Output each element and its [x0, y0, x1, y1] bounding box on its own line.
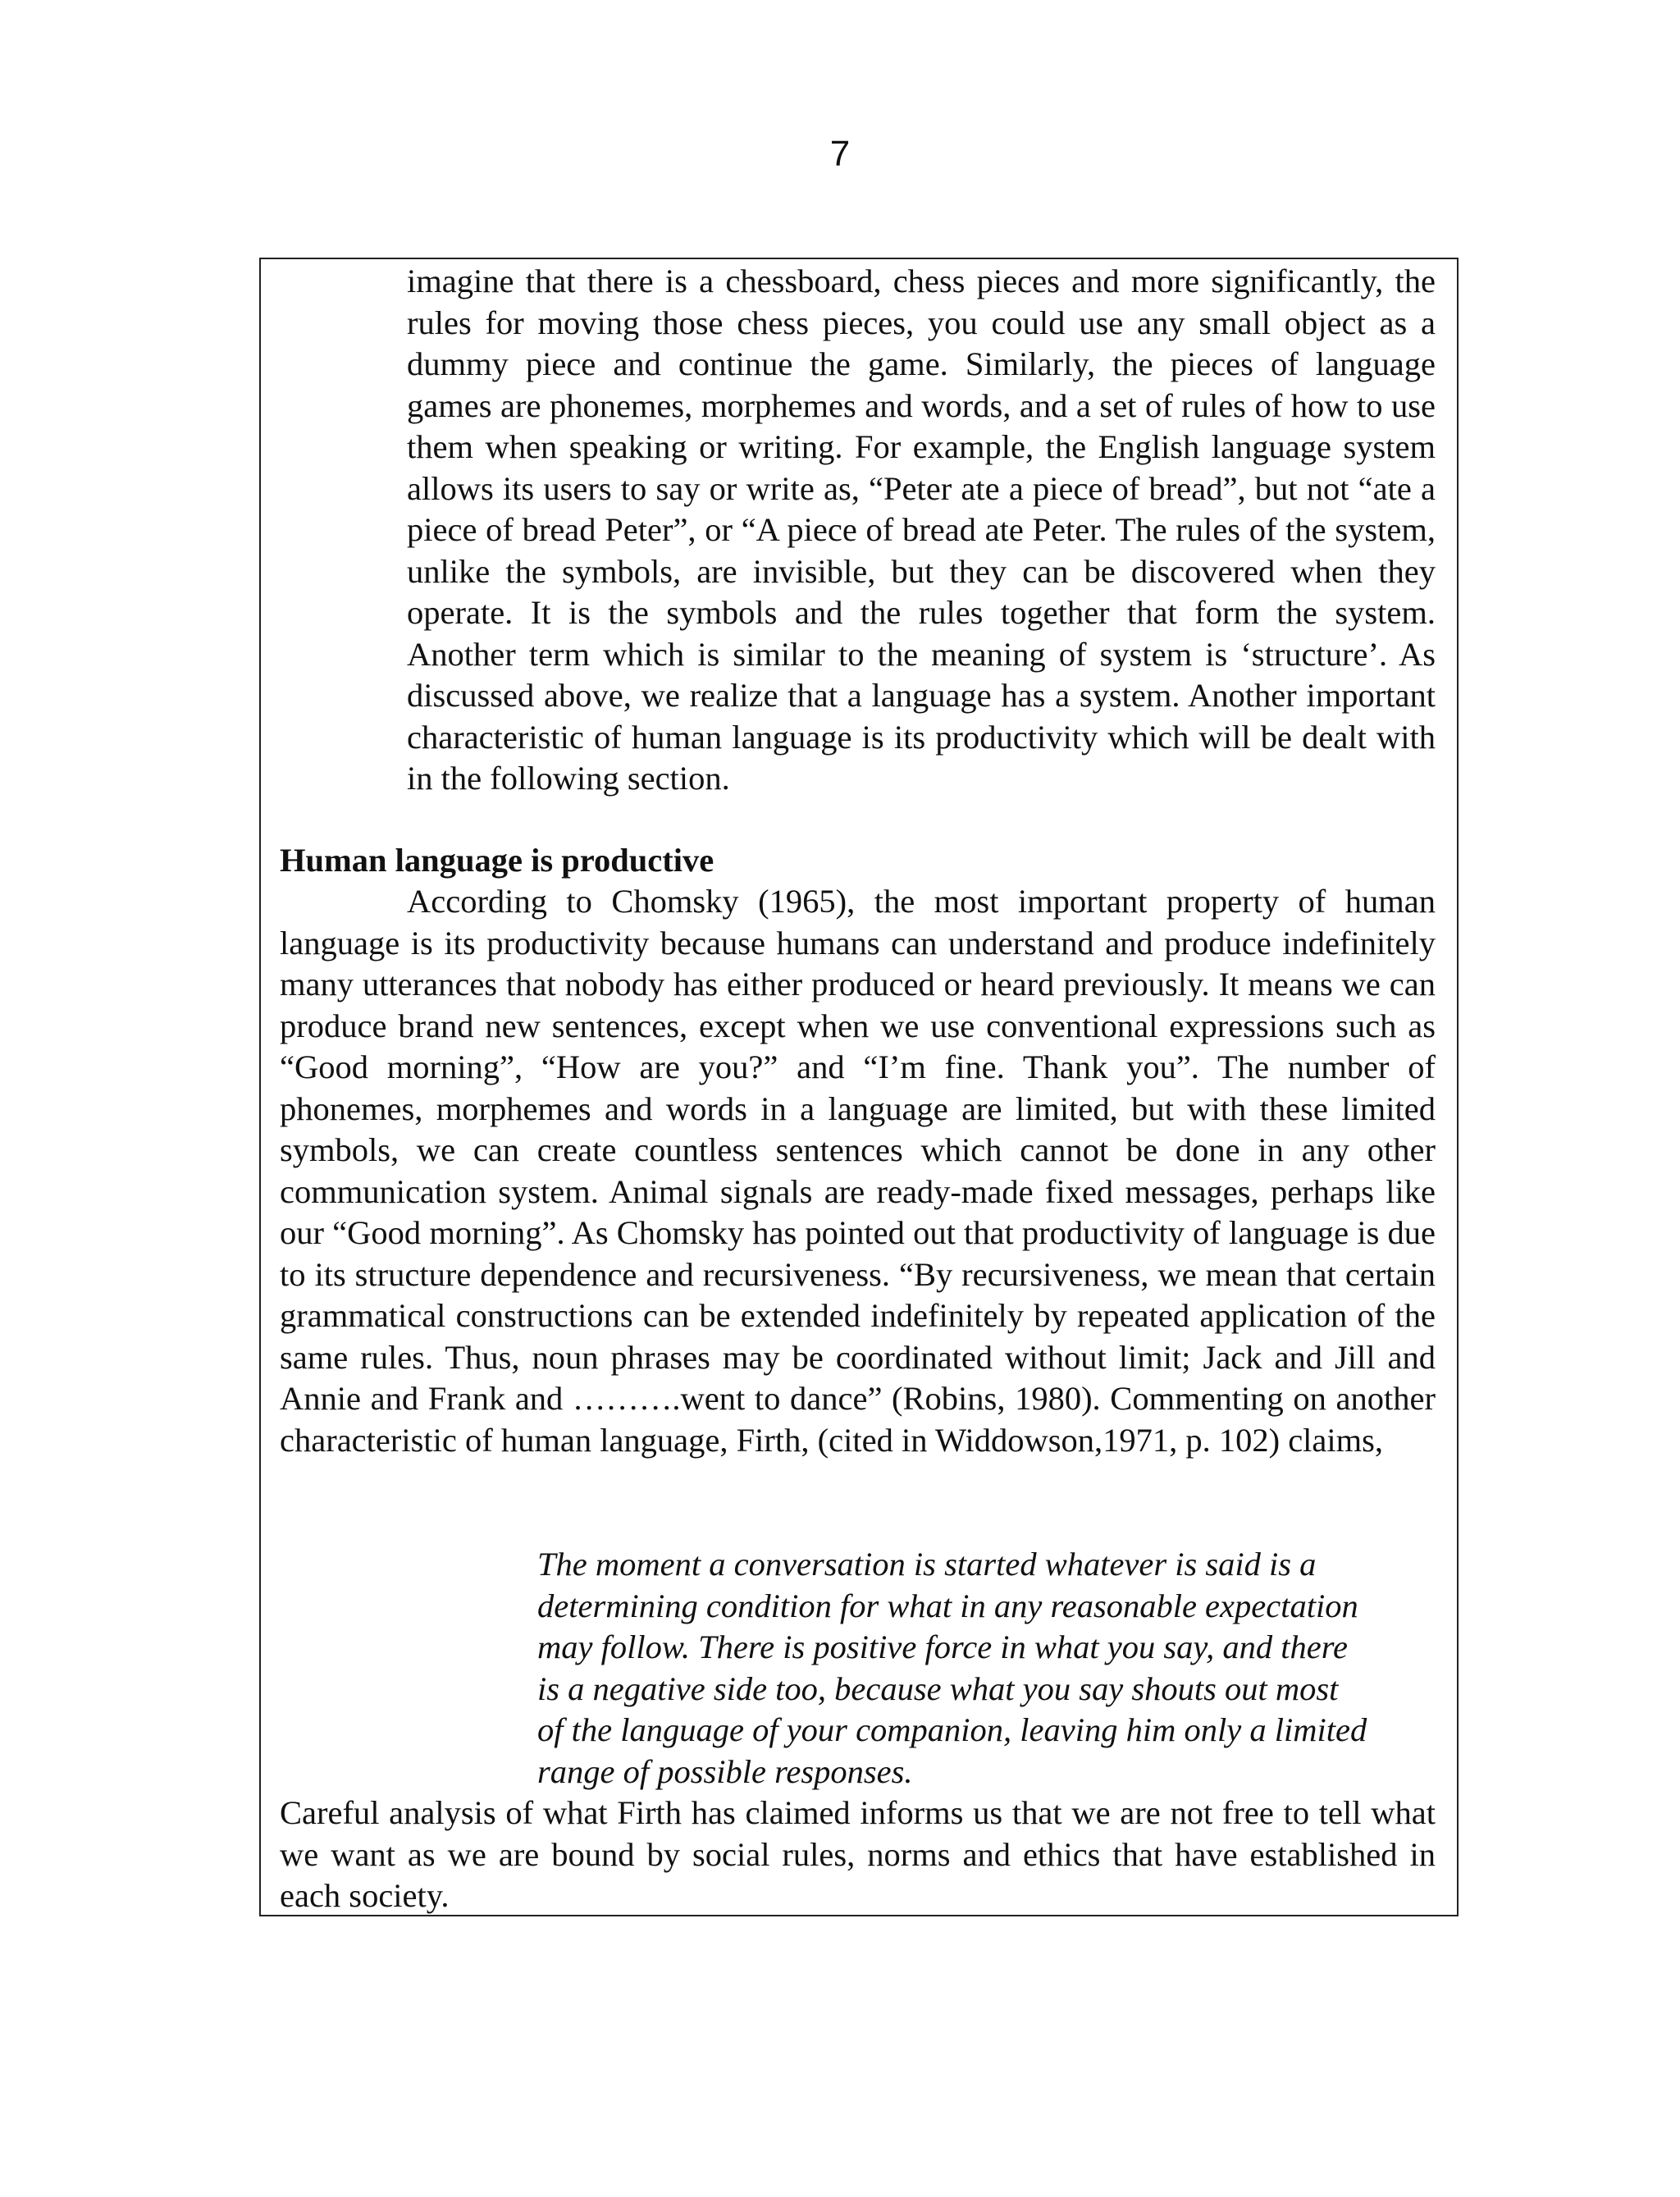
conclusion-paragraph: Careful analysis of what Firth has claimed informs us that we are not free to tell what we want as we are bound by social rules, norms and ethics that have established in each society.: [280, 1794, 1436, 1914]
section-heading: Human language is productive: [280, 842, 714, 879]
continuation-paragraph: imagine that there is a chessboard, chess pieces and more significantly, the rules for moving those chess pieces, you could use any small object as a dummy piece and continue the game. Similarly, the pieces of language games are phonemes, morphemes and words, and a set of rules of how to use them when speaking or writing. For example, the English language system allows its users to say or write as, “Peter ate a piece of bread”, but not “ate a piece of bread Peter”, or “A piece of bread ate Peter. The rules of the system, unlike the symbols, are invisible, but they can be discovered when they operate. It is the symbols and the rules together that form the system. Another term which is similar to the meaning of system is ‘structure’. As discussed above, we realize that a language has a system. Another important characteristic of human language is its productivity which will be dealt with in the following section.: [407, 263, 1436, 797]
block-quote: The moment a conversation is started whatever is said is a determining condition for what in any reasonable expectation may follow. There is positive force in what you say, and there is a negative side too, because what you say shouts out most of the language of your companion, leaving him only a limited range of possible responses.: [537, 1546, 1367, 1790]
main-paragraph: [280, 881, 1436, 1461]
main-paragraph-text: According to Chomsky (1965), the most important property of human language is its productivity because humans can understand and produce indefinitely many utterances that nobody has either produced or heard previously. It means we can produce brand new sentences, except when we use conventional expressions such as “Good morning”, “How are you?” and “I’m fine. Thank you”. The number of phonemes, morphemes and words in a language are limited, but with these limited symbols, we can create countless sentences which cannot be done in any other communication system. Animal signals are ready-made fixed messages, perhaps like our “Good morning”. As Chomsky has pointed out that productivity of language is due to its structure dependence and recursiveness. “By recursiveness, we mean that certain grammatical constructions can be extended indefinitely by repeated application of the same rules. Thus, noun phrases may be coordinated without limit; Jack and Jill and Annie and Frank and ……….went to dance” (Robins, 1980). Commenting on another characteristic of human language, Firth, (cited in Widdowson,1971, p. 102) claims,: [280, 883, 1436, 1459]
page-number: 7: [829, 134, 851, 174]
